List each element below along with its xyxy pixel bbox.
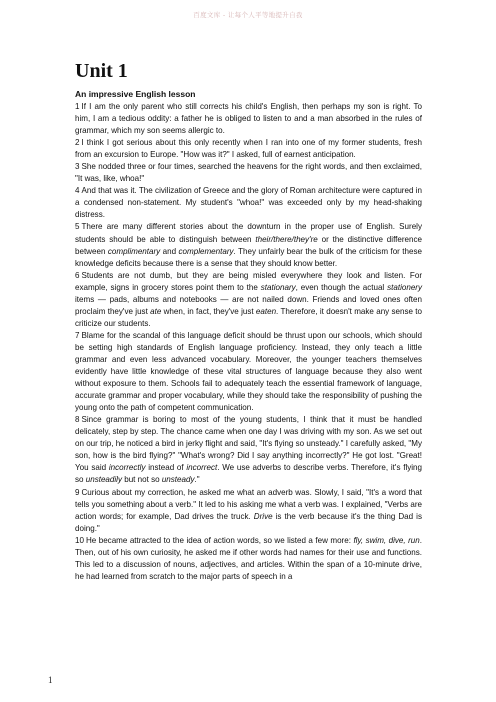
paragraph-10 [75,535,422,583]
paragraph-4 [75,185,422,221]
paragraph-number: 6 [75,270,80,280]
paragraph-number: 1 [75,102,80,111]
paragraph-text: . They unfairly bear the bulk of the criticism for these knowledge deficits because there is a sense that they should know better. [75,246,422,268]
paragraph-text: when, in fact, they've just [161,306,256,316]
paragraph-2 [75,137,422,161]
emphasized-word: complimentary [107,246,161,256]
paragraph-text: or the distinctive difference between [75,234,422,256]
emphasized-word: Drive [253,511,273,521]
emphasized-word: stationery [387,282,422,292]
paragraph-number: 10 [75,535,84,545]
paragraph-number: 7 [75,330,80,340]
paragraph-number: 2 [75,138,80,148]
page-number: 1 [48,675,53,685]
paragraph-text: Students are not dumb, but they are being misled everywhere they look and listen. For example, signs in grocery stores point them to the [75,270,422,292]
paragraph-text: is the verb because it's the thing Dad is doing." [75,511,422,533]
paragraph-text: . Therefore, it doesn't make any sense to criticize our students. [75,306,423,328]
paragraph-8 [75,414,422,486]
paragraph-text: and [160,246,179,256]
document-body [75,60,422,583]
emphasized-word: incorrectly [108,463,146,473]
emphasized-word: complementary [178,246,234,256]
paragraph-number: 8 [75,415,80,425]
paragraph-text: Since grammar is boring to most of the young students, I think that it must be handled delicately, step by step. The chance came when one day I was driving with my son. As we set out on our trip, he noticed a bird in jerky flight and said, "It's flying so unsteady." I carefully asked, "My son, how is the bird flying?" "What's wrong? Did I say anything incorrectly?" He got lost. "Great! You said [75,415,422,473]
paragraph-text: . We use adverbs to describe verbs. Therefore, it's flying so [75,463,422,485]
paragraph-text: There are many different stories about the downturn in the proper use of English. Surely students should be able to distinguish between [75,222,422,244]
paragraph-text: ." [194,475,200,485]
paragraph-text: Blame for the scandal of this language deficit should be thrust upon our schools, which should be setting high standards of English language proficiency. Instead, they only teach a little grammar and even less advanced vocabulary. Moreover, the younger teachers themselves evidently have little knowledge of these vital structures of language because they also went without exposure to them. Schools fail to adequately teach the essential framework of language, accurate grammar and proper vocabulary, while they should take the responsibility of pushing the young onto the path of competent communication. [75,330,422,413]
paragraph-text: items — pads, albums and notebooks — are not nailed down. Friends and loved ones often proclaim they've just [75,294,422,316]
paragraph-number: 9 [75,487,80,497]
paragraph-text: , even though the actual [295,282,388,292]
emphasized-word: their/there/they're [255,234,318,244]
paragraph-number: 3 [75,162,80,172]
paragraph-list [75,101,422,583]
paragraph-6 [75,270,422,330]
emphasized-word: ate [150,306,162,316]
paragraph-number: 5 [75,222,80,232]
emphasized-word: fly, swim, dive, run [353,535,420,545]
paragraph-text: If I am the only parent who still corrects his child's English, then perhaps my son is right. To him, I am a tedious oddity: a father he is obliged to listen to and a man absorbed in the rules of grammar, which my son seems allergic to. [75,102,422,136]
paragraph-text: . Then, out of his own curiosity, he asked me if other words had names for their use and functions. This led to a discussion of nouns, adjectives, and articles. Within the span of a 10-minute drive, he had learned from scratch to the major parts of speech in a [75,535,422,581]
paragraph-3 [75,161,422,185]
paragraph-number: 4 [75,186,80,196]
emphasized-word: stationary [260,282,296,292]
emphasized-word: unsteadily [85,475,122,485]
paragraph-text: And that was it. The civilization of Greece and the glory of Roman architecture were captured in a condensed non-statement. My student's "whoa!" was exceeded only by my head-shaking distress. [75,186,422,220]
emphasized-word: unsteady [161,475,195,485]
paragraph-text: Curious about my correction, he asked me what an adverb was. Slowly, I said, "It's a word that tells you something about a verb." It led to his asking me what a verb was. I explained, "Verbs are action words; for example, Dad drives the truck. [75,487,422,521]
paragraph-9 [75,487,422,535]
paragraph-7 [75,330,422,414]
paragraph-5 [75,221,422,269]
paragraph-text: but not so [122,475,162,485]
paragraph-text: I think I got serious about this only recently when I ran into one of my former students, fresh from an excursion to Europe. "How was it?" I asked, full of earnest anticipation. [75,138,422,160]
paragraph-1 [75,101,422,137]
unit-title: Unit 1 [75,60,128,82]
lesson-title: An impressive English lesson [75,89,196,99]
paragraph-text: He became attracted to the idea of action words, so we listed a few more: [85,535,354,545]
emphasized-word: eaten [255,306,277,316]
paragraph-text: She nodded three or four times, searched the heavens for the right words, and then exclaimed, "It was, like, whoa!" [75,162,422,184]
emphasized-word: incorrect [186,463,218,473]
paragraph-text: instead of [145,463,187,473]
page-watermark: 百度文库 - 让每个人平等地提升自我 [193,11,303,19]
